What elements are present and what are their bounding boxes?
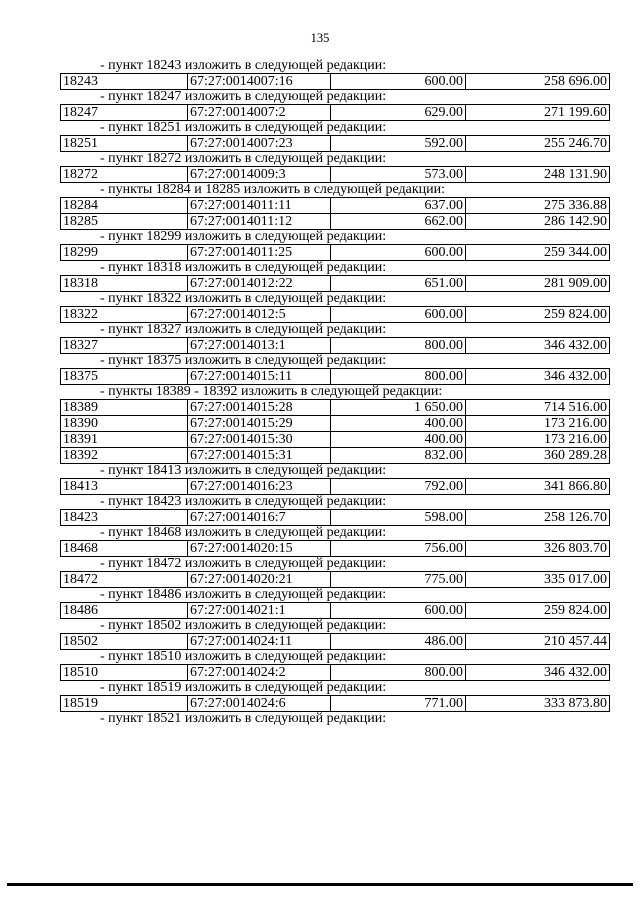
cadastral-number-cell: 67:27:0014011:25 [188,245,331,261]
cadastral-number-cell: 67:27:0014020:21 [188,572,331,588]
table-row [61,167,610,183]
item-number-cell: 18423 [61,510,188,526]
item-number-cell: 18285 [61,214,188,230]
amendment-table [60,695,610,712]
value-cell: 341 866.80 [466,479,610,495]
table-row [61,696,610,712]
item-number-cell: 18322 [61,307,188,323]
value-cell: 258 696.00 [466,74,610,90]
table-row [61,665,610,681]
item-number-cell: 18389 [61,400,188,416]
amendment-table [60,478,610,495]
amendment-table [60,571,610,588]
amendment-intro: - пункт 18423 изложить в следующей редакции: [100,494,387,509]
item-number-cell: 18284 [61,198,188,214]
area-cell: 592.00 [331,136,466,152]
table-row [61,634,610,650]
area-cell: 629.00 [331,105,466,121]
amendment-table [60,104,610,121]
amendment-intro: - пункт 18251 изложить в следующей редакции: [100,120,387,135]
area-cell: 800.00 [331,369,466,385]
area-cell: 600.00 [331,307,466,323]
cadastral-number-cell: 67:27:0014012:5 [188,307,331,323]
amendment-intro: - пункт 18299 изложить в следующей редакции: [100,229,387,244]
table-row [61,400,610,416]
cadastral-number-cell: 67:27:0014011:12 [188,214,331,230]
item-number-cell: 18327 [61,338,188,354]
table-row [61,572,610,588]
cadastral-number-cell: 67:27:0014015:11 [188,369,331,385]
cadastral-number-cell: 67:27:0014021:1 [188,603,331,619]
value-cell: 173 216.00 [466,432,610,448]
amendment-table [60,337,610,354]
cadastral-number-cell: 67:27:0014015:31 [188,448,331,464]
item-number-cell: 18392 [61,448,188,464]
page-number: 135 [310,31,330,45]
value-cell: 210 457.44 [466,634,610,650]
value-cell: 346 432.00 [466,665,610,681]
cadastral-number-cell: 67:27:0014011:11 [188,198,331,214]
value-cell: 346 432.00 [466,338,610,354]
table-row [61,603,610,619]
value-cell: 346 432.00 [466,369,610,385]
cadastral-number-cell: 67:27:0014009:3 [188,167,331,183]
area-cell: 800.00 [331,338,466,354]
item-number-cell: 18390 [61,416,188,432]
area-cell: 600.00 [331,74,466,90]
value-cell: 259 344.00 [466,245,610,261]
area-cell: 662.00 [331,214,466,230]
amendment-table [60,602,610,619]
table-row [61,432,610,448]
area-cell: 400.00 [331,432,466,448]
amendment-table [60,244,610,261]
value-cell: 259 824.00 [466,603,610,619]
item-number-cell: 18486 [61,603,188,619]
value-cell: 286 142.90 [466,214,610,230]
cadastral-number-cell: 67:27:0014007:2 [188,105,331,121]
value-cell: 360 289.28 [466,448,610,464]
amendment-table [60,197,610,230]
area-cell: 792.00 [331,479,466,495]
item-number-cell: 18413 [61,479,188,495]
amendment-intro: - пункт 18322 изложить в следующей редакции: [100,291,387,306]
item-number-cell: 18247 [61,105,188,121]
table-row [61,136,610,152]
item-number-cell: 18272 [61,167,188,183]
area-cell: 756.00 [331,541,466,557]
item-number-cell: 18502 [61,634,188,650]
cadastral-number-cell: 67:27:0014007:16 [188,74,331,90]
amendment-intro: - пункт 18272 изложить в следующей редакции: [100,151,387,166]
area-cell: 832.00 [331,448,466,464]
table-row [61,510,610,526]
value-cell: 714 516.00 [466,400,610,416]
item-number-cell: 18519 [61,696,188,712]
item-number-cell: 18243 [61,74,188,90]
amendment-intro: - пункт 18486 изложить в следующей редакции: [100,587,387,602]
area-cell: 598.00 [331,510,466,526]
amendment-intro: - пункт 18521 изложить в следующей редакции: [100,711,387,726]
amendment-intro: - пункт 18318 изложить в следующей редакции: [100,260,387,275]
area-cell: 1 650.00 [331,400,466,416]
cadastral-number-cell: 67:27:0014013:1 [188,338,331,354]
amendment-intro: - пункт 18413 изложить в следующей редакции: [100,463,387,478]
value-cell: 275 336.88 [466,198,610,214]
amendment-table [60,306,610,323]
area-cell: 775.00 [331,572,466,588]
item-number-cell: 18251 [61,136,188,152]
amendment-table [60,664,610,681]
cadastral-number-cell: 67:27:0014015:30 [188,432,331,448]
amendment-intro: - пункт 18510 изложить в следующей редакции: [100,649,387,664]
table-row [61,307,610,323]
table-row [61,276,610,292]
table-row [61,74,610,90]
item-number-cell: 18391 [61,432,188,448]
cadastral-number-cell: 67:27:0014024:11 [188,634,331,650]
amendment-table [60,633,610,650]
item-number-cell: 18472 [61,572,188,588]
area-cell: 651.00 [331,276,466,292]
area-cell: 637.00 [331,198,466,214]
amendment-intro: - пункт 18375 изложить в следующей редакции: [100,353,387,368]
table-row [61,479,610,495]
table-row [61,214,610,230]
value-cell: 248 131.90 [466,167,610,183]
table-row [61,416,610,432]
cadastral-number-cell: 67:27:0014015:29 [188,416,331,432]
area-cell: 400.00 [331,416,466,432]
item-number-cell: 18510 [61,665,188,681]
table-row [61,105,610,121]
cadastral-number-cell: 67:27:0014020:15 [188,541,331,557]
table-row [61,541,610,557]
area-cell: 600.00 [331,603,466,619]
item-number-cell: 18375 [61,369,188,385]
bottom-rule [7,883,633,886]
cadastral-number-cell: 67:27:0014016:23 [188,479,331,495]
cadastral-number-cell: 67:27:0014024:6 [188,696,331,712]
amendments-list [60,59,610,726]
area-cell: 771.00 [331,696,466,712]
value-cell: 259 824.00 [466,307,610,323]
amendment-table [60,509,610,526]
amendment-table [60,166,610,183]
table-row [61,338,610,354]
amendment-intro: - пункт 18472 изложить в следующей редакции: [100,556,387,571]
value-cell: 255 246.70 [466,136,610,152]
amendment-table [60,135,610,152]
cadastral-number-cell: 67:27:0014016:7 [188,510,331,526]
amendment-intro: - пункт 18519 изложить в следующей редакции: [100,680,387,695]
amendment-intro: - пункт 18243 изложить в следующей редакции: [100,58,387,73]
area-cell: 573.00 [331,167,466,183]
amendment-intro: - пункт 18502 изложить в следующей редакции: [100,618,387,633]
amendment-intro: - пункты 18284 и 18285 изложить в следующей редакции: [100,182,446,197]
item-number-cell: 18299 [61,245,188,261]
value-cell: 335 017.00 [466,572,610,588]
value-cell: 173 216.00 [466,416,610,432]
amendment-table [60,540,610,557]
value-cell: 271 199.60 [466,105,610,121]
area-cell: 800.00 [331,665,466,681]
amendment-intro: - пункт 18327 изложить в следующей редакции: [100,322,387,337]
table-row [61,369,610,385]
area-cell: 486.00 [331,634,466,650]
cadastral-number-cell: 67:27:0014012:22 [188,276,331,292]
amendment-table [60,368,610,385]
amendment-intro: - пункт 18247 изложить в следующей редакции: [100,89,387,104]
amendment-table [60,73,610,90]
table-row [61,448,610,464]
item-number-cell: 18468 [61,541,188,557]
cadastral-number-cell: 67:27:0014007:23 [188,136,331,152]
amendment-table [60,275,610,292]
cadastral-number-cell: 67:27:0014024:2 [188,665,331,681]
amendment-intro: - пункт 18468 изложить в следующей редакции: [100,525,387,540]
item-number-cell: 18318 [61,276,188,292]
value-cell: 281 909.00 [466,276,610,292]
table-row [61,198,610,214]
value-cell: 333 873.80 [466,696,610,712]
value-cell: 258 126.70 [466,510,610,526]
cadastral-number-cell: 67:27:0014015:28 [188,400,331,416]
area-cell: 600.00 [331,245,466,261]
table-row [61,245,610,261]
amendment-intro: - пункты 18389 - 18392 изложить в следующей редакции: [100,384,443,399]
value-cell: 326 803.70 [466,541,610,557]
amendment-table [60,399,610,464]
